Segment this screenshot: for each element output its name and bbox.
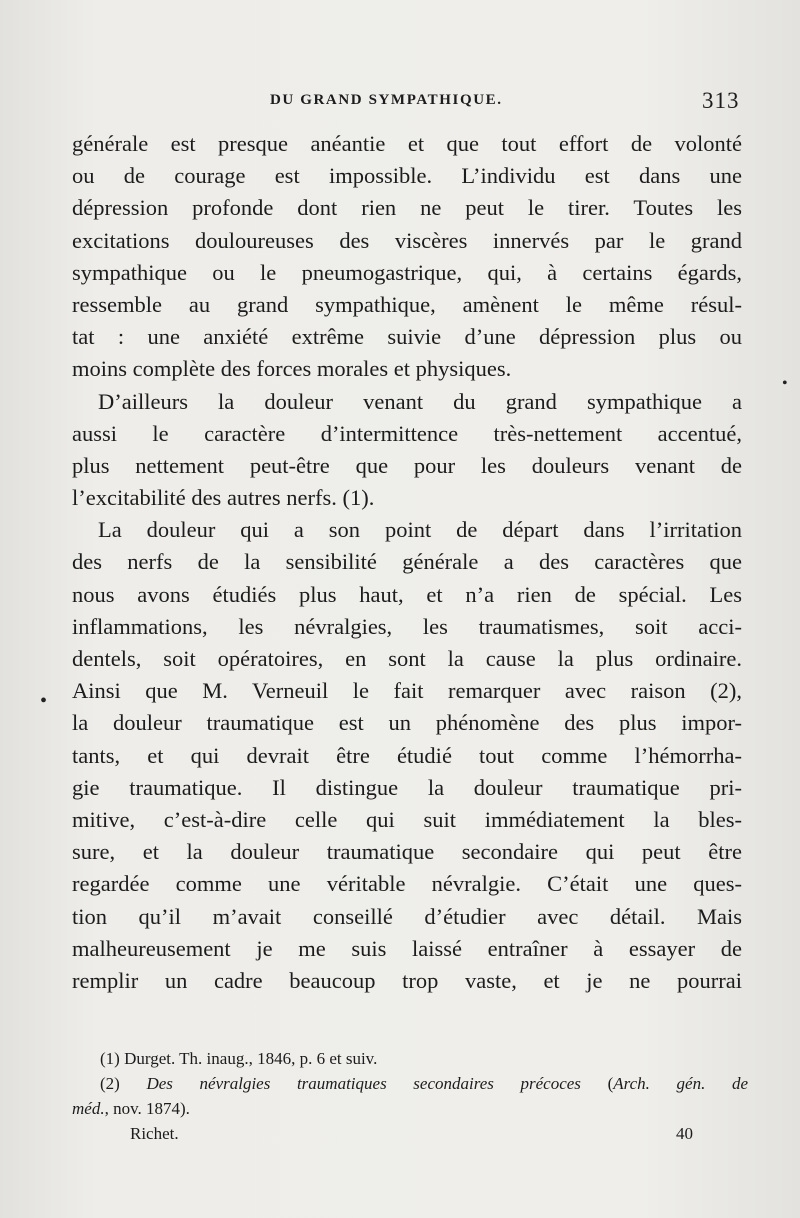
- footnote-2-continued: [72, 1096, 748, 1121]
- footnote-1: (1) Durget. Th. inaug., 1846, p. 6 et suiv.: [100, 1049, 378, 1068]
- text-line: générale est presque anéantie et que tout effort de volonté: [72, 131, 742, 156]
- text-line: mitive, c’est-à-dire celle qui suit immédiatement la bles-: [72, 806, 742, 832]
- text-line: remplir un cadre beaucoup trop vaste, et je ne pourrai: [72, 967, 742, 993]
- running-title: DU GRAND SYMPATHIQUE.: [270, 92, 503, 108]
- text-line: tat : une anxiété extrême suivie d’une dépression plus ou: [72, 324, 742, 350]
- text-line: plus nettement peut-être que pour les douleurs venant de: [72, 452, 742, 478]
- footnote-2-date: , nov. 1874).: [104, 1099, 190, 1118]
- text-line: sure, et la douleur traumatique secondaire qui peut être: [72, 839, 742, 865]
- footnotes: [72, 1046, 748, 1121]
- text-line: des nerfs de la sensibilité générale a des caractères que: [72, 549, 742, 575]
- footnote-2-journal: Arch. gén. de: [613, 1074, 748, 1093]
- text-line: tion qu’il m’avait conseillé d’étudier avec détail. Mais: [72, 903, 742, 929]
- text-line: D’ailleurs la douleur venant du grand sympathique a: [98, 388, 742, 414]
- text-line: La douleur qui a son point de départ dans l’irritation: [98, 517, 742, 543]
- footnote-2-journal-cont: méd.: [72, 1099, 105, 1118]
- text-line: excitations douloureuses des viscères innervés par le grand: [72, 227, 742, 253]
- text-line: ressemble au grand sympathique, amènent le même résul-: [72, 291, 742, 317]
- text-line: dentels, soit opératoires, en sont la cause la plus ordinaire.: [72, 646, 742, 671]
- text-line: malheureusement je me suis laissé entraîner à essayer de: [72, 935, 742, 961]
- text-line: moins complète des forces morales et physiques.: [72, 356, 512, 382]
- text-line: la douleur traumatique est un phénomène des plus impor-: [72, 710, 742, 736]
- text-line: tants, et qui devrait être étudié tout comme l’hémorrha-: [72, 742, 742, 768]
- text-line: regardée comme une véritable névralgie. C’était une ques-: [72, 871, 742, 897]
- footnote-2: [72, 1071, 748, 1096]
- text-line: ou de courage est impossible. L’individu est dans une: [72, 163, 742, 189]
- text-line: l’excitabilité des autres nerfs. (1).: [72, 485, 375, 511]
- text-line: dépression profonde dont rien ne peut le tirer. Toutes les: [72, 195, 742, 221]
- text-line: sympathique ou le pneumogastrique, qui, à certains égards,: [72, 259, 742, 285]
- footnote-2-number: (2): [100, 1074, 147, 1093]
- text-line: inflammations, les névralgies, les traumatismes, soit acci-: [72, 613, 742, 639]
- margin-mark: •: [782, 375, 788, 392]
- margin-mark: •: [40, 690, 48, 712]
- body-text: [72, 128, 742, 997]
- text-line: Ainsi que M. Verneuil le fait remarquer avec raison (2),: [72, 678, 742, 704]
- signature-mark: Richet.: [130, 1124, 179, 1143]
- page-number: 313: [702, 88, 740, 113]
- text-line: gie traumatique. Il distingue la douleur traumatique pri-: [72, 774, 742, 800]
- footnote-2-title: Des névralgies traumatiques secondaires précoces: [146, 1074, 581, 1093]
- signature-number: 40: [676, 1124, 693, 1143]
- footnote-2-paren: (: [580, 1074, 614, 1093]
- text-line: aussi le caractère d’intermittence très-nettement accentué,: [72, 420, 742, 446]
- text-line: nous avons étudiés plus haut, et n’a rien de spécial. Les: [72, 581, 742, 607]
